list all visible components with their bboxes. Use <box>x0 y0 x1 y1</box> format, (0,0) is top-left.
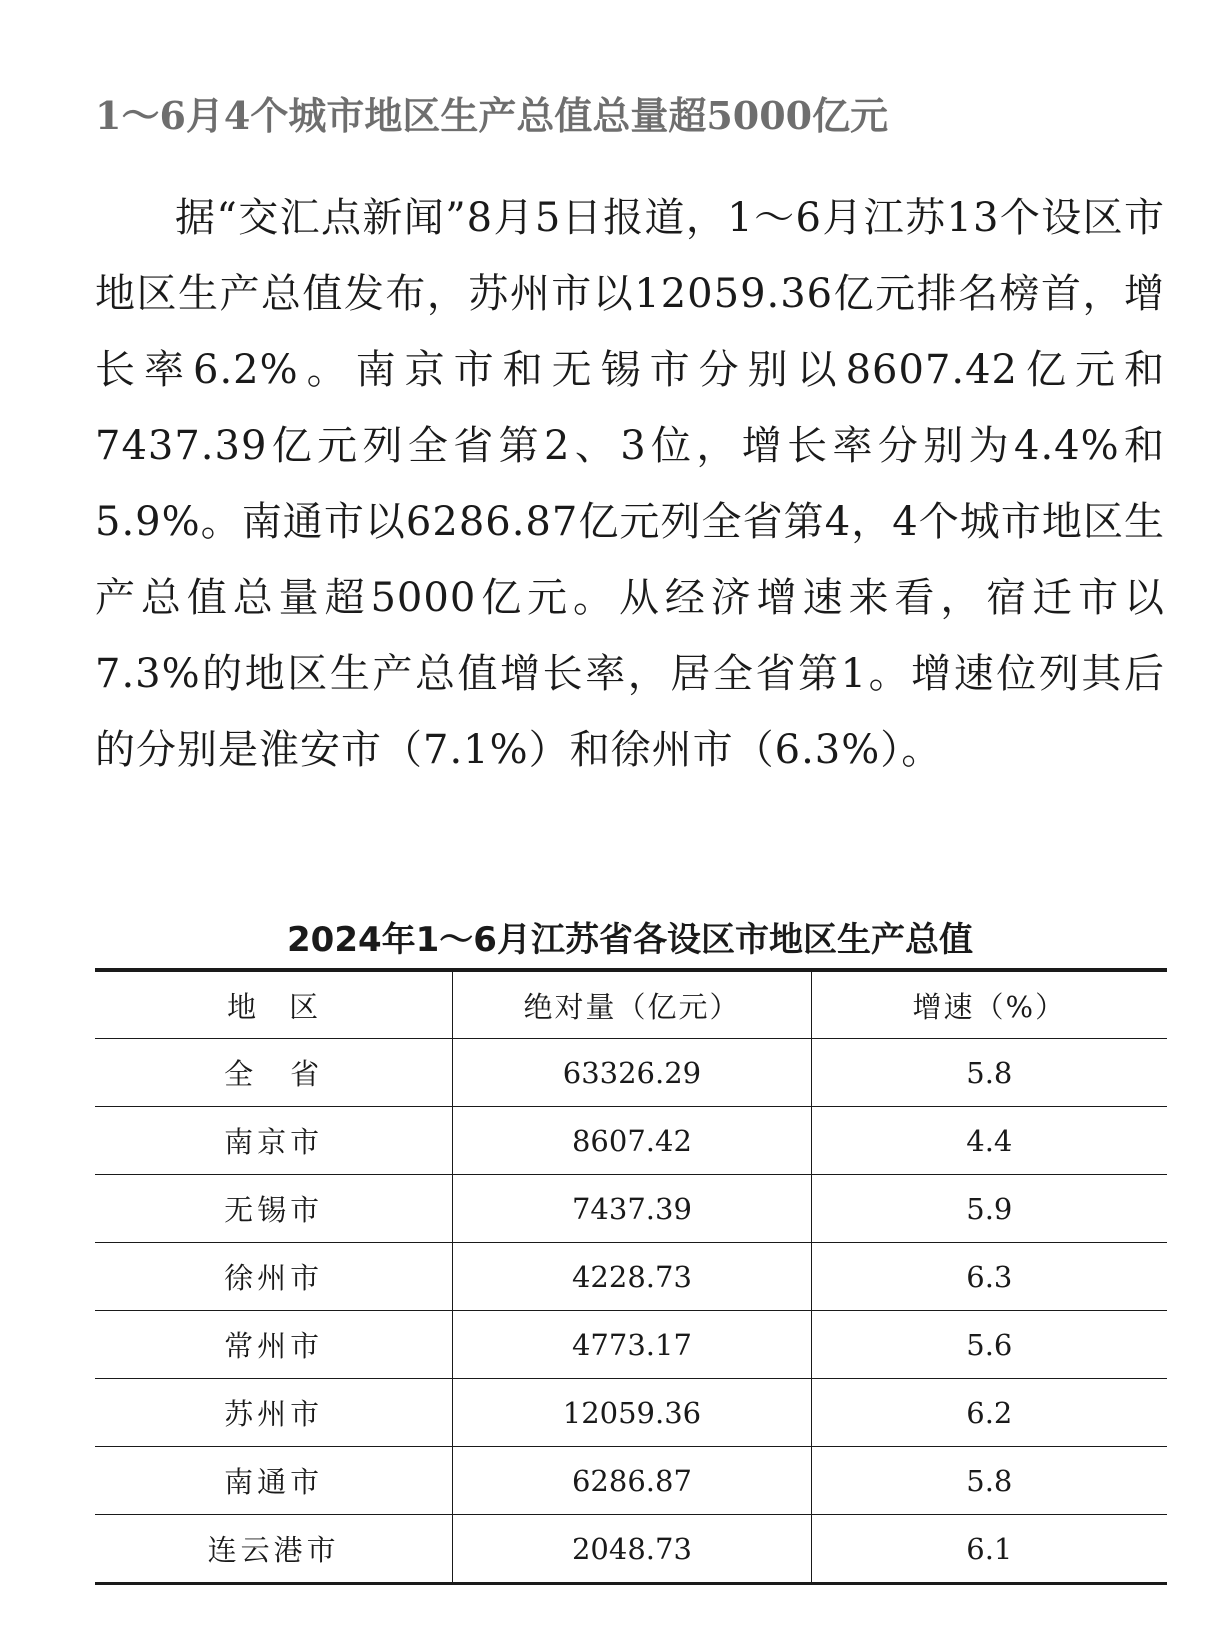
table-row <box>95 1175 1167 1243</box>
header-growth: 增速（%） <box>811 970 1167 1039</box>
row-absolute: 6286.87 <box>453 1447 811 1515</box>
row-region: 南京市 <box>95 1107 453 1175</box>
row-absolute: 2048.73 <box>453 1515 811 1584</box>
row-region: 南通市 <box>95 1447 453 1515</box>
section-heading: 1～6月4个城市地区生产总值总量超5000亿元 <box>95 93 889 138</box>
row-growth: 6.3 <box>811 1243 1167 1311</box>
row-region: 徐州市 <box>95 1243 453 1311</box>
row-region: 全 省 <box>95 1039 453 1107</box>
row-growth: 5.6 <box>811 1311 1167 1379</box>
table-row <box>95 1039 1167 1107</box>
row-growth: 6.1 <box>811 1515 1167 1584</box>
table-header-row <box>95 970 1167 1039</box>
header-region: 地 区 <box>95 970 453 1039</box>
row-region: 连云港市 <box>95 1515 453 1584</box>
row-growth: 5.8 <box>811 1447 1167 1515</box>
table-title: 2024年1～6月江苏省各设区市地区生产总值 <box>287 920 973 960</box>
header-absolute: 绝对量（亿元） <box>453 970 811 1039</box>
row-absolute: 4773.17 <box>453 1311 811 1379</box>
row-absolute: 63326.29 <box>453 1039 811 1107</box>
row-growth: 5.9 <box>811 1175 1167 1243</box>
table-row <box>95 1311 1167 1379</box>
row-growth: 5.8 <box>811 1039 1167 1107</box>
table-row <box>95 1379 1167 1447</box>
body-paragraph: 据“交汇点新闻”8月5日报道，1～6月江苏13个设区市地区生产总值发布，苏州市以12059.36亿元排名榜首，增长率6.2%。南京市和无锡市分别以8607.42亿元和7437.39亿元列全省第2、3位，增长率分别为4.4%和5.9%。南通市以6286.87亿元列全省第4，4个城市地区生产总值总量超5000亿元。从经济增速来看，宿迁市以7.3%的地区生产总值增长率，居全省第1。增速位列其后的分别是淮安市（7.1%）和徐州市（6.3%）。 <box>95 195 1165 773</box>
row-absolute: 4228.73 <box>453 1243 811 1311</box>
row-growth: 4.4 <box>811 1107 1167 1175</box>
gdp-table <box>95 968 1167 1585</box>
row-absolute: 8607.42 <box>453 1107 811 1175</box>
row-absolute: 12059.36 <box>453 1379 811 1447</box>
row-region: 苏州市 <box>95 1379 453 1447</box>
table-row <box>95 1515 1167 1584</box>
table-row <box>95 1243 1167 1311</box>
row-region: 常州市 <box>95 1311 453 1379</box>
table-row <box>95 1107 1167 1175</box>
row-absolute: 7437.39 <box>453 1175 811 1243</box>
table-row <box>95 1447 1167 1515</box>
row-region: 无锡市 <box>95 1175 453 1243</box>
row-growth: 6.2 <box>811 1379 1167 1447</box>
